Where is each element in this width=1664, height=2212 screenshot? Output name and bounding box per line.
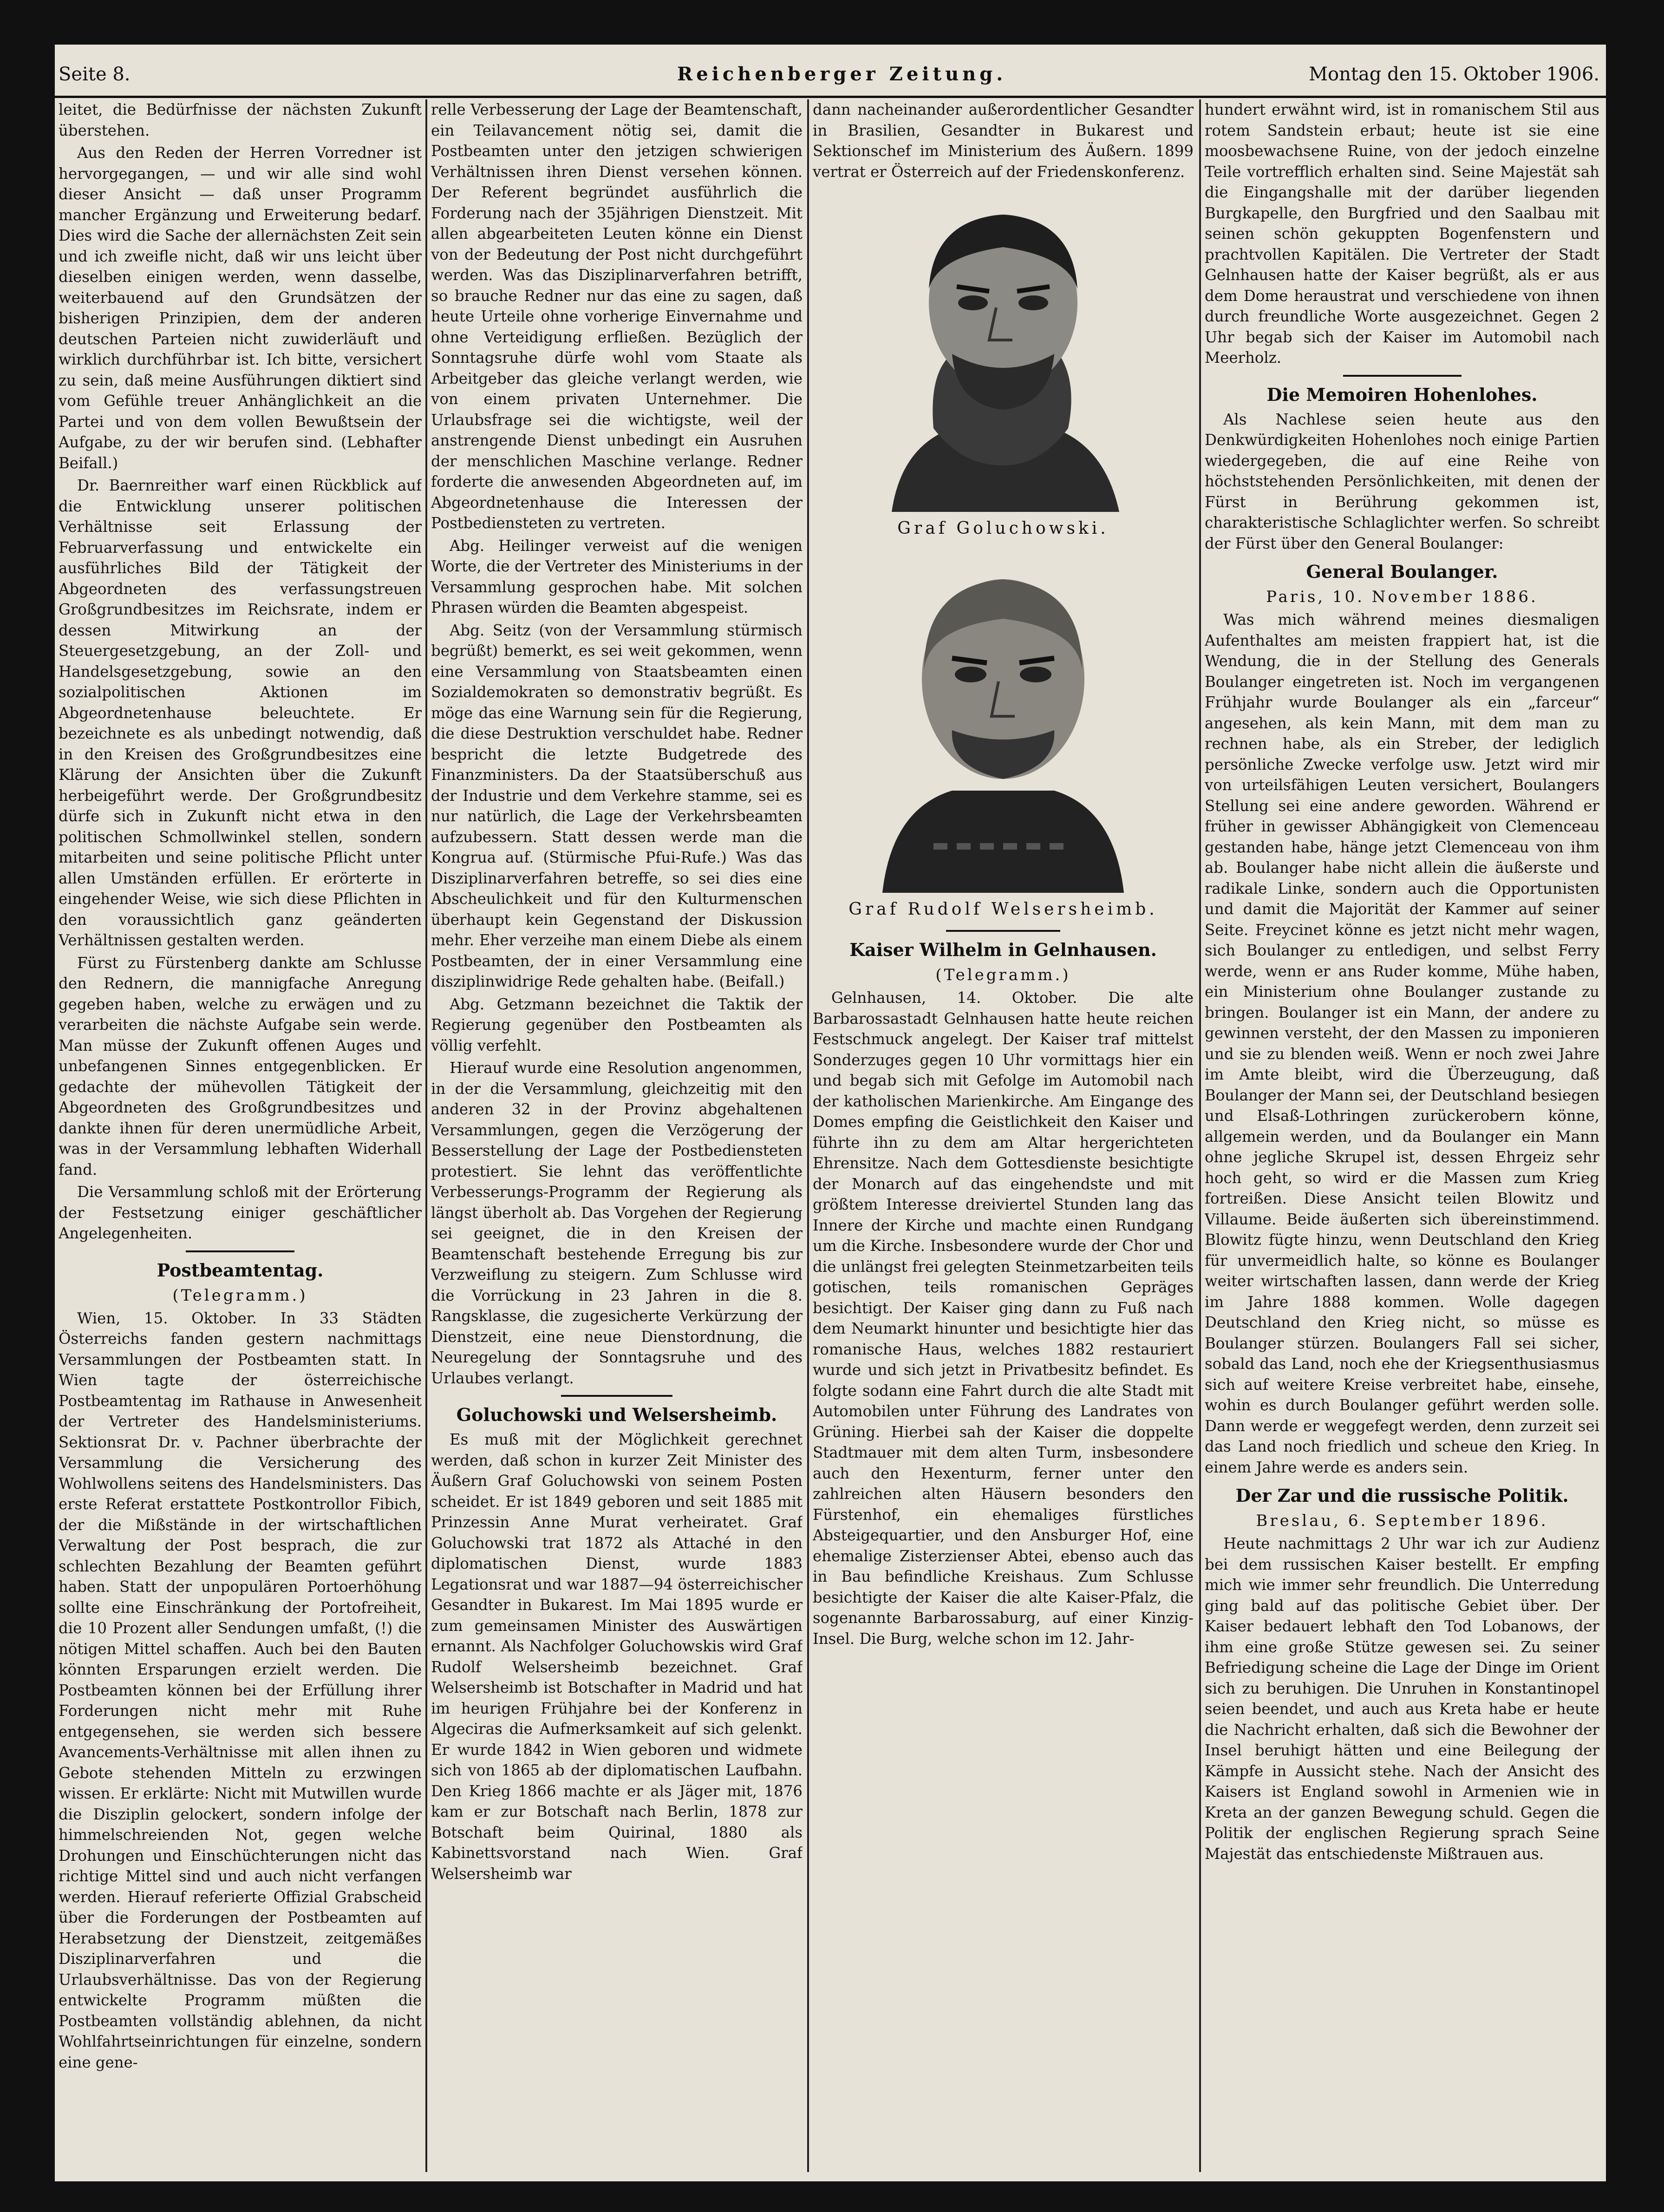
- paragraph: leitet, die Bedürfnisse der nächsten Zukunft überstehen.: [59, 101, 422, 139]
- article-headline: Postbeamtentag.: [157, 1259, 324, 1281]
- paragraph: Was mich während meines diesmaligen Aufenthaltes am meisten frappiert hat, ist die Wendung, die in der Stellung des Generals Boulanger eingetreten ist. Noch im vergangenen Frühjahr wurde Boulanger als ein „farceur“ angesehen, als kein Mann, mit dem man zu rechnen habe, als ein Streber, der lediglich persönliche Zwecke verfolge usw. Jetzt wird mir von urteilsfähigen Leuten versichert, Boulangers Stellung sei eine andere geworden. Während er früher in gewisser Abhängigkeit von Clemenceau gestanden habe, hänge jetzt Clemenceau von ihm ab. Boulanger habe nicht allein die äußerste und radikale Linke, sondern auch die Opportunisten und damit die Majorität der Kammer auf seiner Seite. Freycinet könne es jetzt nicht mehr wagen, sich Boulanger zu entledigen, und selbst Ferry werde, wenn er ans Ruder komme, Mühe haben, ein Ministerium ohne Boulanger zustande zu bringen. Boulanger ist ein Mann, der andere zu gewinnen versteht, der den Massen zu imponieren und sie zu blenden weiß. Wenn er noch zwei Jahre im Amte bleibt, wird die Überzeugung, daß Boulanger der Mann sei, der Deutschland besiegen und Elsaß-Lothringen zurückerobern könne, allgemein werden, und da Boulanger ein Mann ohne jegliche Skrupel ist, dessen Ehrgeiz sehr hoch geht, so wird er die Massen zum Krieg fortreißen. Diese Ansicht teilen Blowitz und Villaume. Beide äußerten sich übereinstimmend. Blowitz fügte hinzu, wenn Deutschland den Krieg für unvermeidlich halte, so könne es Boulanger weiter wirtschaften lassen, dann werde der Krieg im Jahre 1888 kommen. Wolle dagegen Deutschland den Krieg nicht, so müsse es Boulanger stürzen. Boulangers Fall sei sicher, sobald das Land, noch ehe der Kriegsenthusiasmus sich auf weitere Kreise verbreitet habe, einsehe, wohin es durch Boulanger geführt werden solle. Dann werde er weggefegt werden, denn zurzeit sei das Land noch friedlich und scheue den Krieg. In einem Jahre werde es anders sein.: [1205, 611, 1599, 1476]
- divider: [1343, 375, 1462, 377]
- column-rule: [1199, 99, 1201, 2172]
- paragraph: hundert erwähnt wird, ist in romanischem Stil aus rotem Sandstein erbaut; heute ist sie eine moosbewachsene Ruine, von der jedoch einzelne Teile vortrefflich erhalten sind. Seine Majestät sah die Eingangshalle mit der darüber liegenden Burgkapelle, den Burgfried und den Saalbau mit seinen schön gekuppten Bogenfenstern und prachtvollen Kapitälen. Die Vertreter der Stadt Gelnhausen hatte der Kaiser begrüßt, als er aus dem Dome heraustrat und verschiedene von ihnen durch freundliche Worte ausgezeichnet. Gegen 2 Uhr begab sich der Kaiser im Automobil nach Meerholz.: [1205, 101, 1599, 366]
- divider: [186, 1250, 295, 1252]
- page-header: [55, 45, 1606, 98]
- paragraph: Es muß mit der Möglichkeit gerechnet werden, daß schon in kurzer Zeit Minister des Äußern Graf Goluchowski von seinem Posten scheidet. Er ist 1849 geboren und seit 1885 mit Prinzessin Anne Murat verheiratet. Graf Goluchowski trat 1872 als Attaché in den diplomatischen Dienst, wurde 1883 Legationsrat und war 1887—94 österreichischer Gesandter in Bukarest. Im Mai 1895 wurde er zum gemeinsamen Minister des Auswärtigen ernannt. Als Nachfolger Goluchowskis wird Graf Rudolf Welsersheimb bezeichnet. Graf Welsersheimb ist Botschafter in Madrid und hat im heurigen Frühjahre bei der Konferenz in Algeciras die Aufmerksamkeit auf sich gelenkt. Er wurde 1842 in Wien geboren und widmete sich von 1865 ab der diplomatischen Laufbahn. Den Krieg 1866 machte er als Jäger mit, 1876 kam er zur Botschaft nach Berlin, 1878 zur Botschaft beim Quirinal, 1880 als Kabinettsvorstand nach Wien. Graf Welsersheimb war: [431, 1431, 803, 1883]
- paragraph: Abg. Getzmann bezeichnet die Taktik der Regierung gegenüber den Postbeamten als völlig verfehlt.: [431, 995, 803, 1054]
- column-1: [59, 99, 422, 2172]
- column-3: [813, 99, 1194, 2172]
- section-subheadline: General Boulanger.: [1306, 561, 1498, 582]
- portrait-goluchowski: [873, 187, 1133, 512]
- article-headline: Die Memoiren Hohenlohes.: [1266, 384, 1538, 405]
- paragraph: relle Verbesserung der Lage der Beamtenschaft, ein Teilavancement nötig sei, damit die Postbeamten unter den jetzigen schwierigen Verhältnissen ihren Dienst versehen können. Der Referent begründet ausführlich die Forderung nach der 35jährigen Dienstzeit. Mit allen abgearbeiteten Leuten könne ein Dienst von der Bedeutung der Post nicht durchgeführt werden. Was das Disziplinarverfahren betrifft, so brauche Redner nur das eine zu sagen, daß heute Urteile ohne vorherige Einvernahme und ohne Verteidigung erfließen. Bezüglich der Sonntagsruhe dürfe wohl vom Staate als Arbeitgeber das gleiche verlangt werden, wie von einem privaten Unternehmer. Die Urlaubsfrage sei die wichtigste, weil der anstrengende Dienst unbedingt ein Ausruhen der menschlichen Maschine verlange. Redner forderte die anwesenden Abgeordneten auf, im Abgeordnetenhause die Interessen der Postbediensteten zu vertreten.: [431, 101, 803, 532]
- paragraph: Hierauf wurde eine Resolution angenommen, in der die Versammlung, gleichzeitig mit den anderen 32 in der Provinz abgehaltenen Versammlungen, gegen die Verzögerung der Besserstellung der Lage der Postbediensteten protestiert. Sie lehnt das veröffentlichte Verbesserungs-Programm der Regierung als längst überholt ab. Das Vorgehen der Regierung sei geeignet, die in den Kreisen der Beamtenschaft bestehende Erregung bis zur Verzweiflung zu steigern. Zum Schlusse wird die Vorrückung in 23 Jahren in die 8. Rangsklasse, die zugesicherte Verkürzung der Dienstzeit, eine neue Dienstordnung, die Neuregelung der Sonntagsruhe und des Urlaubes verlangt.: [431, 1059, 803, 1387]
- article-headline: Kaiser Wilhelm in Gelnhausen.: [849, 939, 1157, 960]
- paragraph: Dr. Baernreither warf einen Rückblick auf die Entwicklung unserer politischen Verhältnisse seit Erlassung der Februarverfassung und entwickelte ein ausführliches Bild der Tätigkeit der Abgeordneten des verfassungstreuen Großgrundbesitzes im Reichsrate, indem er dessen Mitwirkung an der Steuergesetzgebung, an der Zoll- und Handelsgesetzgebung, sowie an den sozialpolitischen Aktionen im Abgeordnetenhause beleuchtete. Er bezeichnete es als unbedingt notwendig, daß in den Kreisen des Großgrundbesitzes eine Klärung der Ansichten über die Zukunft herbeigeführt werde. Der Großgrundbesitz dürfe sich in Zukunft nicht etwa in den politischen Schmollwinkel stellen, sondern mitarbeiten und seine politische Pflicht unter allen Umständen erfüllen. Er erörterte in eingehender Weise, wie sich diese Pflichten in den voraussichtlich ganz geänderten Verhältnissen gestalten werden.: [59, 477, 422, 949]
- paragraph: Abg. Seitz (von der Versammlung stürmisch begrüßt) bemerkt, es sei weit gekommen, wenn eine Versammlung von Staatsbeamten einen Sozialdemokraten so demonstrativ begrüßt. Es möge das eine Warnung sein für die Regierung, die diese Destruktion verschuldet habe. Redner bespricht die letzte Budgetrede des Finanzministers. Da der Staatsüberschuß aus der Industrie und dem Verkehre stamme, sei es nur natürlich, die Lage der Verkehrsbeamten aufzubessern. Statt dessen werde man die Kongrua auf. (Stürmische Pfui-Rufe.) Was das Disziplinarverfahren betreffe, so sei dies eine Abscheulichkeit und für den Kulturmenschen überhaupt kein Gegenstand der Diskussion mehr. Eher verzeihe man einem Diebe als einem Postbeamten, der in einer Versammlung eine disziplinwidrige Rede gehalten habe. (Beifall.): [431, 621, 803, 990]
- divider: [946, 930, 1060, 932]
- article-subheadline: (Telegramm.): [172, 1286, 308, 1305]
- paragraph: Fürst zu Fürstenberg dankte am Schlusse den Rednern, die mannigfache Anregung gegeben haben, welche zu erwägen und zu verarbeiten die nächste Aufgabe sein werde. Man müsse der Zukunft offenen Auges und unbefangenen Sinnes entgegenblicken. Er gedachte der mühevollen Tätigkeit der Abgeordneten des Großgrundbesitzes und dankte ihnen für deren unermüdliche Arbeit, was in der Versammlung lebhaften Widerhall fand.: [59, 954, 422, 1178]
- section-subheadline: Der Zar und die russische Politik.: [1235, 1485, 1569, 1506]
- article-subheadline: (Telegramm.): [935, 966, 1071, 984]
- divider: [561, 1395, 672, 1397]
- paragraph: Wien, 15. Oktober. In 33 Städten Österreichs fanden gestern nachmittags Versammlungen der Postbeamten statt. In Wien tagte der österreichische Postbeamtentag im Rathause in Anwesenheit der Vertreter des Handelsministeriums. Sektionsrat Dr. v. Pachner überbrachte der Versammlung die Versicherung des Wohlwollens seitens des Handelsministers. Das erste Referat erstattete Postkontrollor Fibich, der die Mißstände in der wirtschaftlichen Verwaltung der Post besprach, die zur schlechten Bezahlung der Beamten geführt haben. Statt der unpopulären Portoerhöhung sollte eine Einschränkung der Portofreiheit, die 10 Prozent aller Sendungen umfaßt, (!) die nötigen Mittel schaffen. Auch bei den Bauten könnten Ersparungen erzielt werden. Die Postbeamten können bei der Erfüllung ihrer Forderungen nicht mehr mit Ruhe entgegensehen, sie werden sich bessere Avancements-Verhältnisse mit allen ihnen zu Gebote stehenden Mitteln zu erzwingen wissen. Er erklärte: Nicht mit Mutwillen wurde die Disziplin gelockert, sondern infolge der himmelschreienden Not, gegen welche Drohungen und Einschüchterungen nicht das richtige Mittel sind und auch nicht verfangen werden. Hierauf referierte Offizial Grabscheid über die Forderungen der Postbeamten auf Herabsetzung der Dienstzeit, zeitgemäßes Disziplinarverfahren und die Urlaubsverhältnisse. Das von der Regierung entwickelte Programm müßten die Postbeamten vollständig ablehnen, da nicht Wohlfahrtseinrichtungen für einzelne, sondern eine gene-: [59, 1309, 422, 2071]
- newspaper-page: [55, 45, 1606, 2181]
- paragraph: Die Versammlung schloß mit der Erörterung der Festsetzung einiger geschäftlicher Angelegenheiten.: [59, 1183, 422, 1242]
- paragraph: dann nacheinander außerordentlicher Gesandter in Brasilien, Gesandter in Bukarest und Sektionschef im Ministerium des Äußern. 1899 vertrat er Österreich auf der Friedenskonferenz.: [813, 101, 1194, 181]
- paragraph: Aus den Reden der Herren Vorredner ist hervorgegangen, — und wir alle sind wohl dieser Ansicht — daß unser Programm mancher Ergänzung und Erweiterung bedarf. Dies wird die Sache der allernächsten Zeit sein und ich zweifle nicht, daß wir uns leicht über dieselben einigen werden, wenn dasselbe, weiterbauend auf den Grundsätzen der bisherigen Prinzipien, dem der anderen deutschen Parteien nicht zuwiderläuft und wirklich durchführbar ist. Ich bitte, versichert zu sein, daß meine Ausführungen diktiert sind vom Gefühle treuer Anhänglichkeit an die Partei und von dem vollen Bewußtsein der Aufgabe, zu der wir berufen sind. (Lebhafter Beifall.): [59, 144, 422, 472]
- portrait-caption: Graf Rudolf Welsersheimb.: [848, 900, 1158, 919]
- column-rule: [425, 99, 427, 2172]
- paragraph: Gelnhausen, 14. Oktober. Die alte Barbarossastadt Gelnhausen hatte heute reichen Festschmuck angelegt. Der Kaiser traf mittelst Sonderzuges gegen 10 Uhr vormittags hier ein und begab sich mit Gefolge im Automobil nach der katholischen Marienkirche. Am Eingange des Domes empfing die Geistlichkeit den Kaiser und führte ihn zu dem am Altar hergerichteten Ehrensitze. Nach dem Gottesdienste besichtigte der Monarch auf das eingehendste und mit größtem Interesse dreiviertel Stunden lang das Innere der Kirche und machte einen Rundgang um die Kirche. Insbesondere wurde der Chor und die unlängst frei gelegten Steinmetzarbeiten teils gotischen, teils romanischen Gepräges besichtigt. Der Kaiser ging dann zu Fuß nach dem Neumarkt hinunter und besichtigte hier das romanische Haus, welches 1882 restauriert wurde und sich jetzt in Privatbesitz befindet. Es folgte sodann eine Fahrt durch die alte Stadt mit Automobilen unter Führung des Landrates von Grüning. Hierbei sah der Kaiser die doppelte Stadtmauer mit dem alten Turm, insbesondere auch den Hexenturm, ferner unter den zahlreichen alten Häusern besonders den Fürstenhof, ein ehemaliges fürstliches Absteigequartier, und den Ansburger Hof, eine ehemalige Zisterzienser Abtei, ebenso auch das in Bau befindliche Kreishaus. Zum Schlusse besichtigte der Kaiser die alte Kaiser-Pfalz, die sogenannte Barbarossaburg, auf einer Kinzig-Insel. Die Burg, welche schon im 12. Jahr-: [813, 989, 1194, 1648]
- masthead: Reichenberger Zeitung.: [677, 63, 1007, 85]
- paragraph: Heute nachmittags 2 Uhr war ich zur Audienz bei dem russischen Kaiser bestellt. Er empfing mich wie immer sehr freundlich. Die Unterredung ging bald auf das politische Gebiet über. Der Kaiser bedauert lebhaft den Tod Lobanows, der ihm eine große Stütze gewesen sei. Zu seiner Befriedigung scheine die Lage der Dinge im Orient sich zu beruhigen. Die Unruhen in Konstantinopel seien beendet, und auch aus Kreta habe er heute die Nachricht erhalten, daß sich die Bewohner der Insel beruhigt hätten und eine Beilegung der Kämpfe in Aussicht stehe. Nach der Ansicht des Kaisers ist England sowohl in Armenien wie in Kreta an der ganzen Bewegung schuld. Gegen die Politik der englischen Regierung sprach Seine Majestät das entschiedenste Mißtrauen aus.: [1205, 1535, 1599, 1863]
- page-number: Seite 8.: [59, 64, 131, 85]
- paragraph: Abg. Heilinger verweist auf die wenigen Worte, die der Vertreter des Ministeriums in der Versammlung gesprochen habe. Mit solchen Phrasen würden die Beamten abgespeist.: [431, 537, 803, 616]
- column-4: [1205, 99, 1599, 2172]
- dateline: Paris, 10. November 1886.: [1266, 588, 1538, 606]
- column-rule: [807, 99, 809, 2172]
- column-2: [431, 99, 803, 2172]
- dateline: Breslau, 6. September 1896.: [1256, 1512, 1548, 1530]
- portrait-caption: Graf Goluchowski.: [897, 519, 1109, 538]
- paragraph: Als Nachlese seien heute aus den Denkwürdigkeiten Hohenlohes noch einige Partien wiedergegeben, die auf eine Reihe von höchststehenden Persönlichkeiten, mit denen der Fürst in Berührung gekommen ist, charakteristische Schlaglichter werfen. So schreibt der Fürst über den General Boulanger:: [1205, 410, 1599, 552]
- portrait-welsersheimb: [873, 549, 1133, 893]
- issue-date: Montag den 15. Oktober 1906.: [1309, 64, 1599, 85]
- article-headline: Goluchowski und Welsersheimb.: [456, 1404, 777, 1425]
